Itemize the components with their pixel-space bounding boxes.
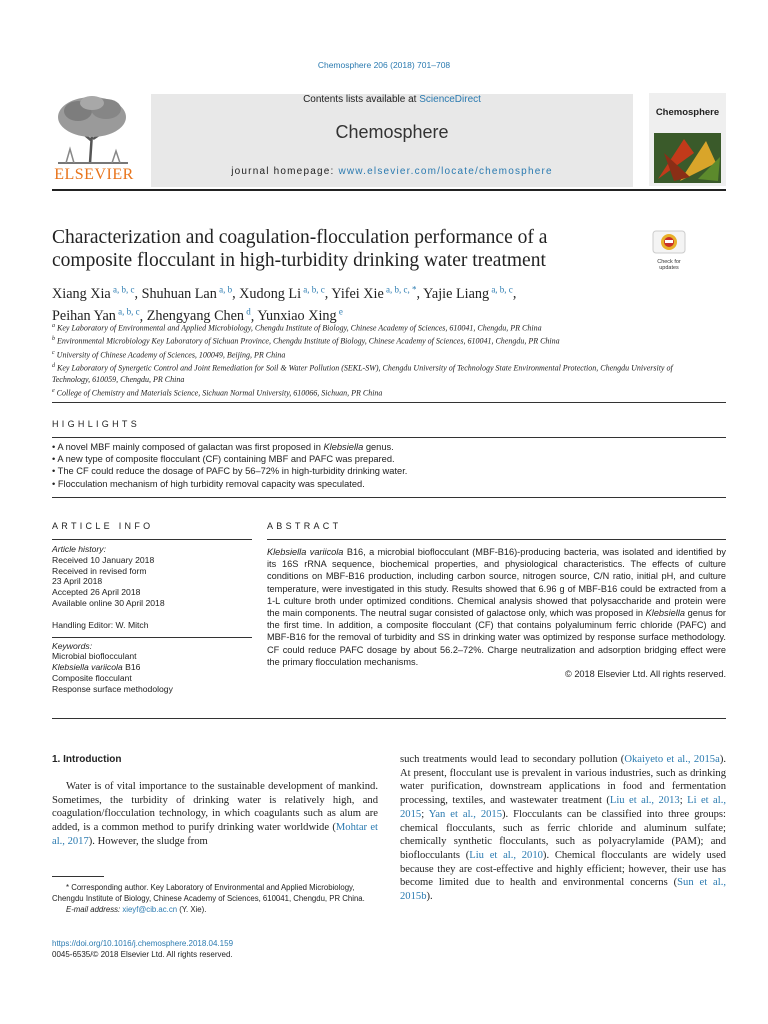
author-separator: , bbox=[416, 285, 424, 302]
history-item: 23 April 2018 bbox=[52, 576, 103, 587]
intro-right-text: ). At present, flocculant use is prevalent in various industries, such as drinking water purification, downstream applications in food and fermentation processing, textiles, and wastewater treatment ( bbox=[400, 754, 726, 807]
affiliation-item bbox=[52, 348, 692, 361]
author-name[interactable]: Yifei Xie bbox=[331, 285, 384, 302]
homepage-line bbox=[151, 166, 633, 177]
author-name[interactable]: Xudong Li bbox=[239, 285, 302, 302]
intro-left-end: ). However, the sludge from bbox=[88, 835, 208, 847]
affiliation-key: c bbox=[52, 349, 55, 356]
bullet-icon: • bbox=[52, 442, 58, 452]
introduction-heading: 1. Introduction bbox=[52, 754, 122, 765]
affiliation-text: Environmental Microbiology Key Laboratory of Sichuan Province, Chengdu Institute of Biology, Chinese Academy of Sciences, 610041, Chengdu, PR China bbox=[55, 336, 560, 346]
abstract-part2: genus for the first time. In addition, a composite flocculant (CF) that contains polyaluminum ferric chloride (PAFC) and MBF-B16 for the removal of turbidity and SS in drinking water was optimized by response surface methodology. CF could reduce PAFC dosage by about 56.2–72%. Charge neutralization and adsorption bridging effect were the primary flocculation mechanisms. bbox=[267, 608, 726, 667]
highlight-text: Flocculation mechanism of high turbidity removal capacity was speculated. bbox=[57, 478, 365, 489]
cover-title: Chemosphere bbox=[655, 107, 720, 118]
keyword-species: Klebsiella variicola bbox=[52, 662, 123, 673]
author-name[interactable]: Yunxiao Xing bbox=[257, 308, 337, 325]
email-suffix: (Y. Xie). bbox=[177, 905, 207, 914]
citation-link[interactable]: Liu et al., 2013 bbox=[609, 795, 680, 807]
highlight-text: A novel MBF mainly composed of galactan was first proposed in bbox=[57, 442, 324, 452]
author-separator: , bbox=[250, 308, 258, 325]
author-affiliation-marks[interactable]: a, b, c bbox=[115, 306, 140, 317]
highlight-emphasis: Klebsiella bbox=[323, 442, 364, 452]
cover-leaf-image bbox=[654, 133, 721, 183]
footnote-rule bbox=[52, 876, 104, 877]
author-list bbox=[52, 280, 672, 325]
highlights-heading: HIGHLIGHTS bbox=[52, 419, 141, 429]
email-link[interactable]: xieyf@cib.ac.cn bbox=[122, 905, 178, 914]
abstract-part1: B16, a microbial bioflocculant (MBF-B16)-producing bacteria, was isolated and identified by its 16S rRNA sequence, biochemical properties, and physiological characteristics. The effects of culture conditions on MBF-B16 production, including carbon source, nitrogen source, C/N ratio, initial pH, and culture temperature, were investigated in this study. Results showed that 6.96 g of MBF-B16 could be extracted from a 1-L culture broth under optimized conditions. Chemical analysis showed that polysaccharide and protein were the main components. The neutral sugar consisted of galactose only, which was proposed in bbox=[267, 547, 726, 619]
affiliation-key: b bbox=[52, 336, 55, 343]
corresponding-author-footnote bbox=[52, 882, 378, 915]
intro-right-text: ). bbox=[426, 891, 433, 903]
journal-reference[interactable]: Chemosphere 206 (2018) 701–708 bbox=[317, 60, 451, 70]
affiliation-text: University of Chinese Academy of Sciences, 100049, Beijing, PR China bbox=[54, 350, 286, 360]
history-list bbox=[52, 555, 252, 609]
affiliation-key: a bbox=[52, 323, 55, 329]
abstract-rule bbox=[267, 539, 726, 540]
author-affiliation-marks[interactable]: a, b bbox=[216, 284, 233, 294]
intro-right-column bbox=[400, 753, 726, 904]
keyword-item: Composite flocculant bbox=[52, 672, 132, 683]
highlight-item bbox=[52, 441, 726, 453]
affiliation-key: e bbox=[52, 387, 55, 394]
doi-link[interactable]: https://doi.org/10.1016/j.chemosphere.2018.04.159 bbox=[52, 939, 234, 948]
highlights-bottom-rule bbox=[52, 497, 726, 498]
intro-right-text: such treatments would lead to secondary pollution ( bbox=[400, 754, 625, 765]
corresponding-author-text: * Corresponding author. Key Laboratory of Environmental and Applied Microbiology, Chengdu Institute of Biology, Chinese Academy of Sciences, 610041, Chengdu, PR China. bbox=[52, 883, 365, 903]
abstract-heading: ABSTRACT bbox=[267, 521, 342, 531]
highlight-item bbox=[52, 453, 726, 465]
elsevier-wordmark: ELSEVIER bbox=[54, 166, 134, 183]
author-name[interactable]: Xiang Xia bbox=[52, 285, 111, 302]
history-item: Available online 30 April 2018 bbox=[52, 597, 165, 608]
handling-editor: Handling Editor: W. Mitch bbox=[52, 619, 149, 630]
homepage-link[interactable]: www.elsevier.com/locate/chemosphere bbox=[338, 166, 553, 177]
highlights-top-rule bbox=[52, 437, 726, 438]
author[interactable] bbox=[142, 286, 233, 302]
keyword-item: Microbial bioflocculant bbox=[52, 651, 137, 662]
doi-block bbox=[52, 938, 378, 960]
email-label: E-mail address: bbox=[66, 905, 123, 914]
author[interactable] bbox=[52, 286, 134, 302]
citation-link[interactable]: Liu et al., 2010 bbox=[469, 849, 543, 861]
issn-line: 0045-6535/© 2018 Elsevier Ltd. All rights reserved. bbox=[52, 950, 233, 959]
history-item: Received 10 January 2018 bbox=[52, 554, 155, 565]
affiliation-text: Key Laboratory of Synergetic Control and Joint Remediation for Soil & Water Pollution (SEKL-SW), Chengdu University of Technology State Environmental Protection, Chengdu University of Technology, 610059, Chengdu, PR China bbox=[52, 363, 673, 384]
author-separator: , bbox=[139, 308, 147, 325]
intro-left-text: Water is of vital importance to the sustainable development of mankind. Sometimes, the turbidity of drinking water is relatively high, and coagulation/flocculation technology, in which coagulants such as alum are added, is a common method to purify drinking water worldwide ( bbox=[52, 781, 378, 834]
keyword-strain: B16 bbox=[122, 662, 141, 673]
sciencedirect-link[interactable]: ScienceDirect bbox=[419, 94, 481, 105]
author-affiliation-marks[interactable]: d bbox=[244, 306, 251, 317]
affiliation-list bbox=[52, 321, 692, 399]
article-title: Characterization and coagulation-flocculation performance of a composite flocculant in high-turbidity drinking water treatment bbox=[52, 227, 548, 271]
intro-right-text: ). Chemical flocculants are widely used because they are cost-effective and highly efficient; however, their use has become limited due to health and environmental concerns ( bbox=[400, 849, 726, 889]
author-name[interactable]: Yajie Liang bbox=[423, 285, 490, 302]
author-affiliation-marks[interactable]: a, b, c bbox=[489, 284, 513, 294]
highlights-list bbox=[52, 441, 726, 490]
highlight-item bbox=[52, 478, 726, 490]
author-separator: , bbox=[512, 285, 517, 302]
citation-link[interactable]: Yan et al., 2015 bbox=[428, 808, 503, 820]
author-affiliation-marks[interactable]: a, b, c, * bbox=[383, 284, 417, 294]
affiliation-item bbox=[52, 321, 692, 334]
citation-link[interactable]: Sun et al., 2015b bbox=[400, 877, 726, 903]
affiliation-text: College of Chemistry and Materials Science, Sichuan Normal University, 610066, Sichuan, PR China bbox=[54, 388, 383, 398]
affiliation-item bbox=[52, 334, 692, 347]
check-for-updates-label: Check for updates bbox=[657, 259, 681, 271]
bullet-icon: • bbox=[52, 478, 58, 489]
author[interactable] bbox=[331, 286, 416, 302]
highlight-text: The CF could reduce the dosage of PAFC by 56–72% in high-turbidity drinking water. bbox=[57, 466, 408, 477]
header-rule bbox=[52, 189, 726, 191]
check-for-updates-badge[interactable] bbox=[652, 230, 686, 271]
keywords-list bbox=[52, 651, 252, 694]
author-name[interactable]: Shuhuan Lan bbox=[141, 285, 217, 302]
citation-link[interactable]: Okaiyeto et al., 2015a bbox=[624, 754, 720, 765]
citation-link[interactable]: Li et al., 2015 bbox=[400, 795, 726, 820]
author-name[interactable]: Zhengyang Chen bbox=[146, 308, 245, 325]
bullet-icon: • bbox=[52, 454, 58, 465]
abstract-species: Klebsiella variicola bbox=[267, 547, 344, 557]
author[interactable] bbox=[239, 286, 325, 302]
citation-separator: ; bbox=[421, 808, 429, 820]
affiliation-key: d bbox=[52, 362, 55, 369]
keyword-item bbox=[52, 662, 252, 673]
author-affiliation-marks[interactable]: a, b, c bbox=[110, 284, 135, 294]
author-separator: , bbox=[232, 285, 240, 302]
citation-link[interactable]: Mohtar et al., 2017 bbox=[52, 822, 378, 847]
affiliation-text: Key Laboratory of Environmental and Applied Microbiology, Chengdu Institute of Biology, Chinese Academy of Sciences, 610041, Chengdu, PR China bbox=[55, 323, 542, 333]
bullet-icon: • bbox=[52, 466, 58, 477]
affiliation-item bbox=[52, 361, 692, 386]
keyword-item: Response surface methodology bbox=[52, 683, 173, 694]
contents-line bbox=[151, 94, 633, 105]
homepage-prefix: journal homepage: bbox=[231, 166, 339, 177]
author-affiliation-marks[interactable]: a, b, c bbox=[301, 284, 325, 294]
citation-separator: ; bbox=[679, 795, 688, 807]
history-item: Received in revised form bbox=[52, 565, 147, 576]
contents-prefix: Contents lists available at bbox=[303, 94, 420, 105]
abstract-bottom-rule bbox=[52, 718, 726, 719]
history-label: Article history: bbox=[52, 544, 106, 554]
abstract-genus: Klebsiella bbox=[645, 608, 685, 619]
author-affiliation-marks[interactable]: e bbox=[336, 306, 343, 317]
article-info-heading: ARTICLE INFO bbox=[52, 521, 154, 531]
history-item: Accepted 26 April 2018 bbox=[52, 587, 141, 598]
journal-name: Chemosphere bbox=[335, 122, 449, 142]
abstract-text bbox=[267, 546, 726, 680]
affiliation-item bbox=[52, 386, 692, 399]
article-info-rule bbox=[52, 539, 252, 540]
author-separator: , bbox=[324, 285, 332, 302]
highlight-item bbox=[52, 465, 726, 477]
highlight-text-end: genus. bbox=[363, 442, 394, 452]
affiliation-rule bbox=[52, 402, 726, 403]
highlight-text: A new type of composite flocculant (CF) containing MBF and PAFC was prepared. bbox=[57, 454, 395, 465]
author-name[interactable]: Peihan Yan bbox=[52, 308, 116, 325]
author-separator: , bbox=[134, 285, 142, 302]
abstract-copyright: © 2018 Elsevier Ltd. All rights reserved. bbox=[565, 669, 726, 680]
article-info-block bbox=[52, 544, 252, 695]
keywords-label: Keywords: bbox=[52, 640, 93, 651]
intro-right-text: ). Flocculants can be classified into three groups: chemical flocculants, such as ferric chloride and aluminum sulfate; chemically synthetic flocculants, such as polyacrylamide (PAM); and bioflocculants ( bbox=[400, 808, 726, 861]
intro-left-column bbox=[52, 780, 378, 849]
author[interactable] bbox=[423, 286, 513, 302]
check-for-updates-icon bbox=[652, 230, 686, 254]
